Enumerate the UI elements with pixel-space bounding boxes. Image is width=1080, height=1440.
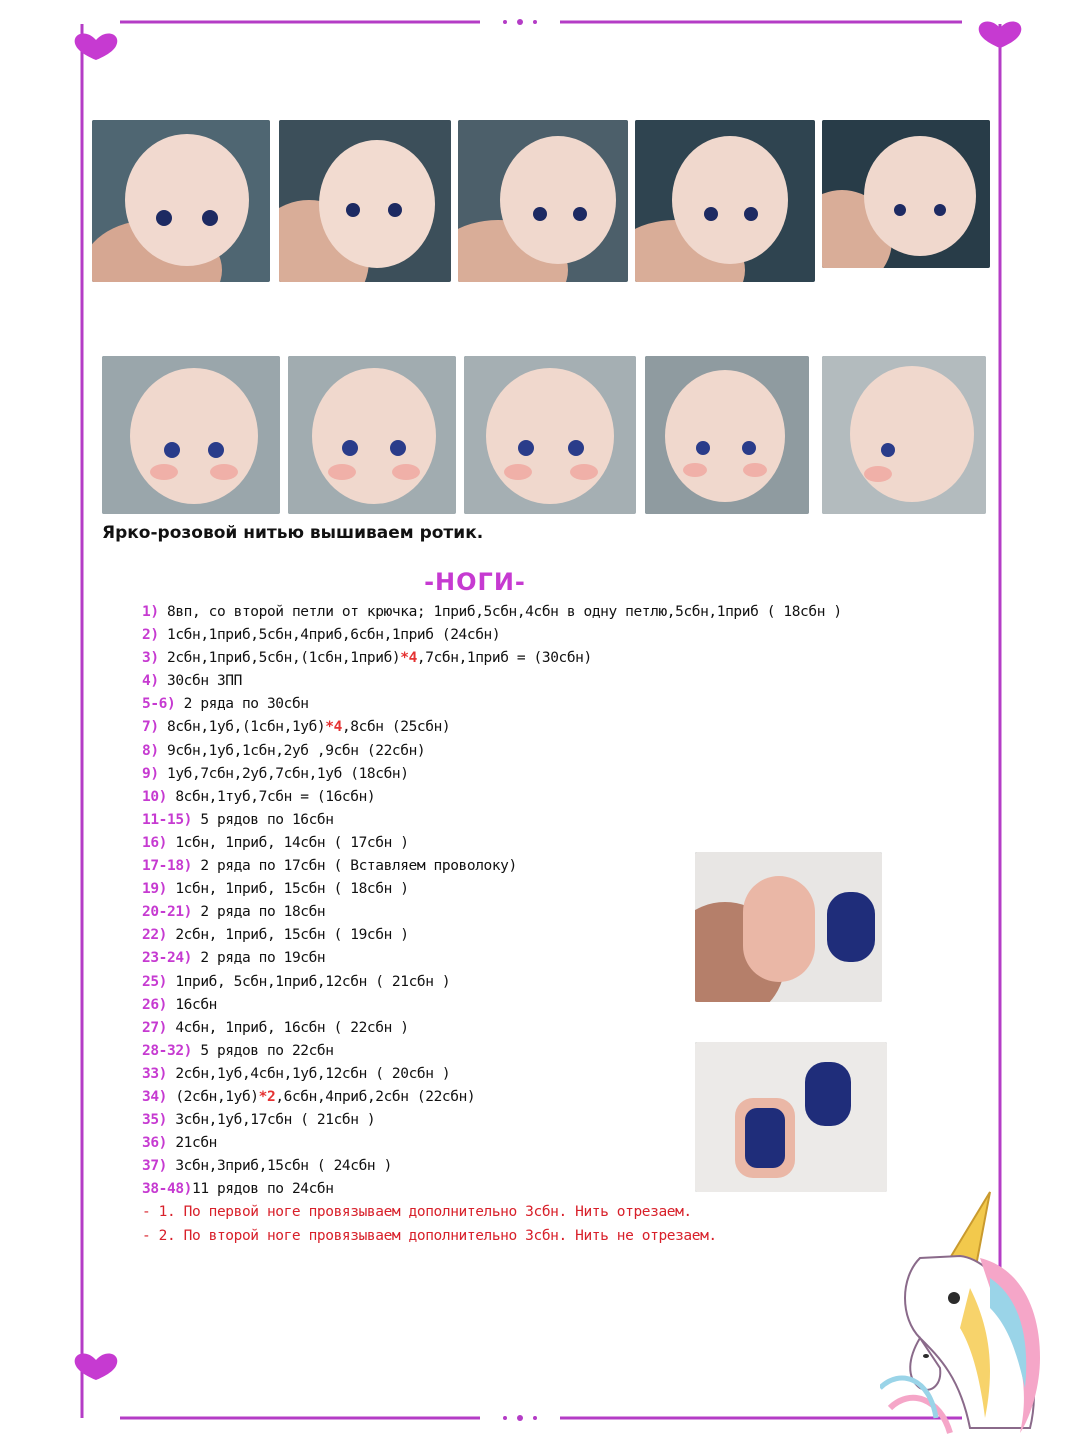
row-text: 1приб, 5сбн,1приб,12сбн ( 21сбн )	[167, 973, 451, 990]
note-row: - 2. По второй ноге провязываем дополнительно 3сбн. Нить не отрезаем.	[142, 1227, 717, 1244]
row-number: 22)	[142, 927, 167, 944]
row-text: 1сбн, 1приб, 15сбн ( 18сбн )	[167, 881, 409, 898]
row-text: 2сбн, 1приб, 15сбн ( 19сбн )	[167, 927, 409, 944]
row-text: 1сбн, 1приб, 14сбн ( 17сбн )	[167, 834, 409, 851]
row-text: 11 рядов по 24сбн	[191, 1181, 334, 1198]
head-photo-3	[458, 120, 628, 282]
row-number: 25)	[142, 973, 167, 990]
row-text: 4сбн, 1приб, 16сбн ( 22сбн )	[167, 1019, 409, 1036]
row-text: 8сбн,1туб,7сбн = (16сбн)	[167, 788, 376, 805]
row-number: 28-32)	[142, 1042, 192, 1059]
row-number: 35)	[142, 1112, 167, 1129]
pattern-row	[142, 809, 842, 832]
face-photo-4	[645, 356, 809, 514]
pattern-row	[142, 1017, 842, 1040]
row-number: 33)	[142, 1065, 167, 1082]
row-number: 1)	[142, 604, 159, 620]
face-photo-3	[464, 356, 636, 514]
row-text-continued: ,8сбн (25сбн)	[341, 719, 451, 736]
face-photo-1	[102, 356, 280, 514]
row-text: 1уб,7сбн,2уб,7сбн,1уб (18сбн)	[158, 765, 409, 782]
row-text: 8вп, со второй петли от крючка; 1приб,5сбн,4сбн в одну петлю,5сбн,1приб ( 18сбн )	[158, 604, 842, 620]
row-number: 8)	[142, 742, 159, 759]
row-multiplier: *2	[258, 1088, 276, 1105]
sole-photo-2	[695, 1042, 887, 1192]
row-text: 2сбн,1уб,4сбн,1уб,12сбн ( 20сбн )	[167, 1065, 451, 1082]
unicorn-icon	[880, 1188, 1050, 1438]
row-number: 38-48)	[142, 1181, 192, 1198]
row-text: 2 ряда по 19сбн	[191, 950, 326, 967]
row-number: 36)	[142, 1135, 167, 1152]
pattern-row	[142, 601, 842, 624]
row-number: 4)	[142, 673, 159, 690]
face-photo-2	[288, 356, 456, 514]
row-text: 2сбн,1приб,5сбн,(1сбн,1приб)	[158, 650, 401, 667]
sole-photo-1	[695, 852, 882, 1002]
corner-heart-icon-top-right	[979, 21, 1022, 48]
row-number: 20-21)	[142, 904, 192, 921]
row-text: 9сбн,1уб,1сбн,2уб ,9сбн (22сбн)	[158, 742, 426, 759]
row-text: 21сбн	[167, 1135, 217, 1152]
row-number: 3)	[142, 650, 159, 667]
pattern-row	[142, 786, 842, 809]
head-photo-4	[635, 120, 815, 282]
row-text: 1сбн,1приб,5сбн,4приб,6сбн,1приб (24сбн)	[158, 627, 501, 644]
pattern-row	[142, 716, 842, 739]
row-text: 3сбн,3приб,15сбн ( 24сбн )	[167, 1158, 392, 1175]
row-number: 5-6)	[142, 696, 176, 713]
row-text: 5 рядов по 16сбн	[191, 811, 334, 828]
row-number: 27)	[142, 1019, 167, 1036]
row-text: 30сбн ЗПП	[158, 673, 242, 690]
row-number: 11-15)	[142, 811, 192, 828]
corner-heart-icon-bottom-left	[75, 1353, 118, 1380]
note-row: - 1. По первой ноге провязываем дополнительно 3сбн. Нить отрезаем.	[142, 1204, 692, 1221]
row-text: 5 рядов по 22сбн	[191, 1042, 334, 1059]
row-number: 26)	[142, 996, 167, 1013]
face-photo-5	[822, 356, 986, 514]
head-photo-1	[92, 120, 270, 282]
row-text-continued: ,7сбн,1приб = (30сбн)	[416, 650, 592, 667]
pattern-row	[142, 740, 842, 763]
row-number: 10)	[142, 788, 167, 805]
pattern-row	[142, 670, 842, 693]
row-number: 7)	[142, 719, 159, 736]
row-text: 2 ряда по 18сбн	[191, 904, 326, 921]
row-number: 16)	[142, 834, 167, 851]
row-multiplier: *4	[400, 650, 417, 667]
row-text: 8сбн,1уб,(1сбн,1уб)	[158, 719, 326, 736]
corner-heart-icon-top-left	[75, 33, 118, 60]
row-text: 3сбн,1уб,17сбн ( 21сбн )	[167, 1112, 376, 1129]
row-text: 16сбн	[167, 996, 217, 1013]
section-title: -НОГИ-	[424, 568, 526, 596]
head-photo-2	[279, 120, 451, 282]
row-text-continued: ,6сбн,4приб,2сбн (22сбн)	[275, 1088, 476, 1105]
row-number: 2)	[142, 627, 159, 644]
row-number: 19)	[142, 881, 167, 898]
row-number: 9)	[142, 765, 159, 782]
pattern-row	[142, 763, 842, 786]
row-number: 17-18)	[142, 858, 192, 875]
row-text: 2 ряда по 30сбн	[175, 696, 309, 713]
row-number: 34)	[142, 1088, 167, 1105]
pattern-row	[142, 693, 842, 716]
row-multiplier: *4	[325, 719, 342, 736]
head-photo-5	[822, 120, 990, 268]
row-text: (2сбн,1уб)	[167, 1088, 259, 1105]
row-text: 2 ряда по 17сбн ( Вставляем проволоку)	[191, 858, 517, 875]
photo-caption: Ярко-розовой нитью вышиваем ротик.	[102, 523, 484, 543]
row-number: 37)	[142, 1158, 167, 1175]
pattern-row	[142, 624, 842, 647]
pattern-row	[142, 647, 842, 670]
row-number: 23-24)	[142, 950, 192, 967]
